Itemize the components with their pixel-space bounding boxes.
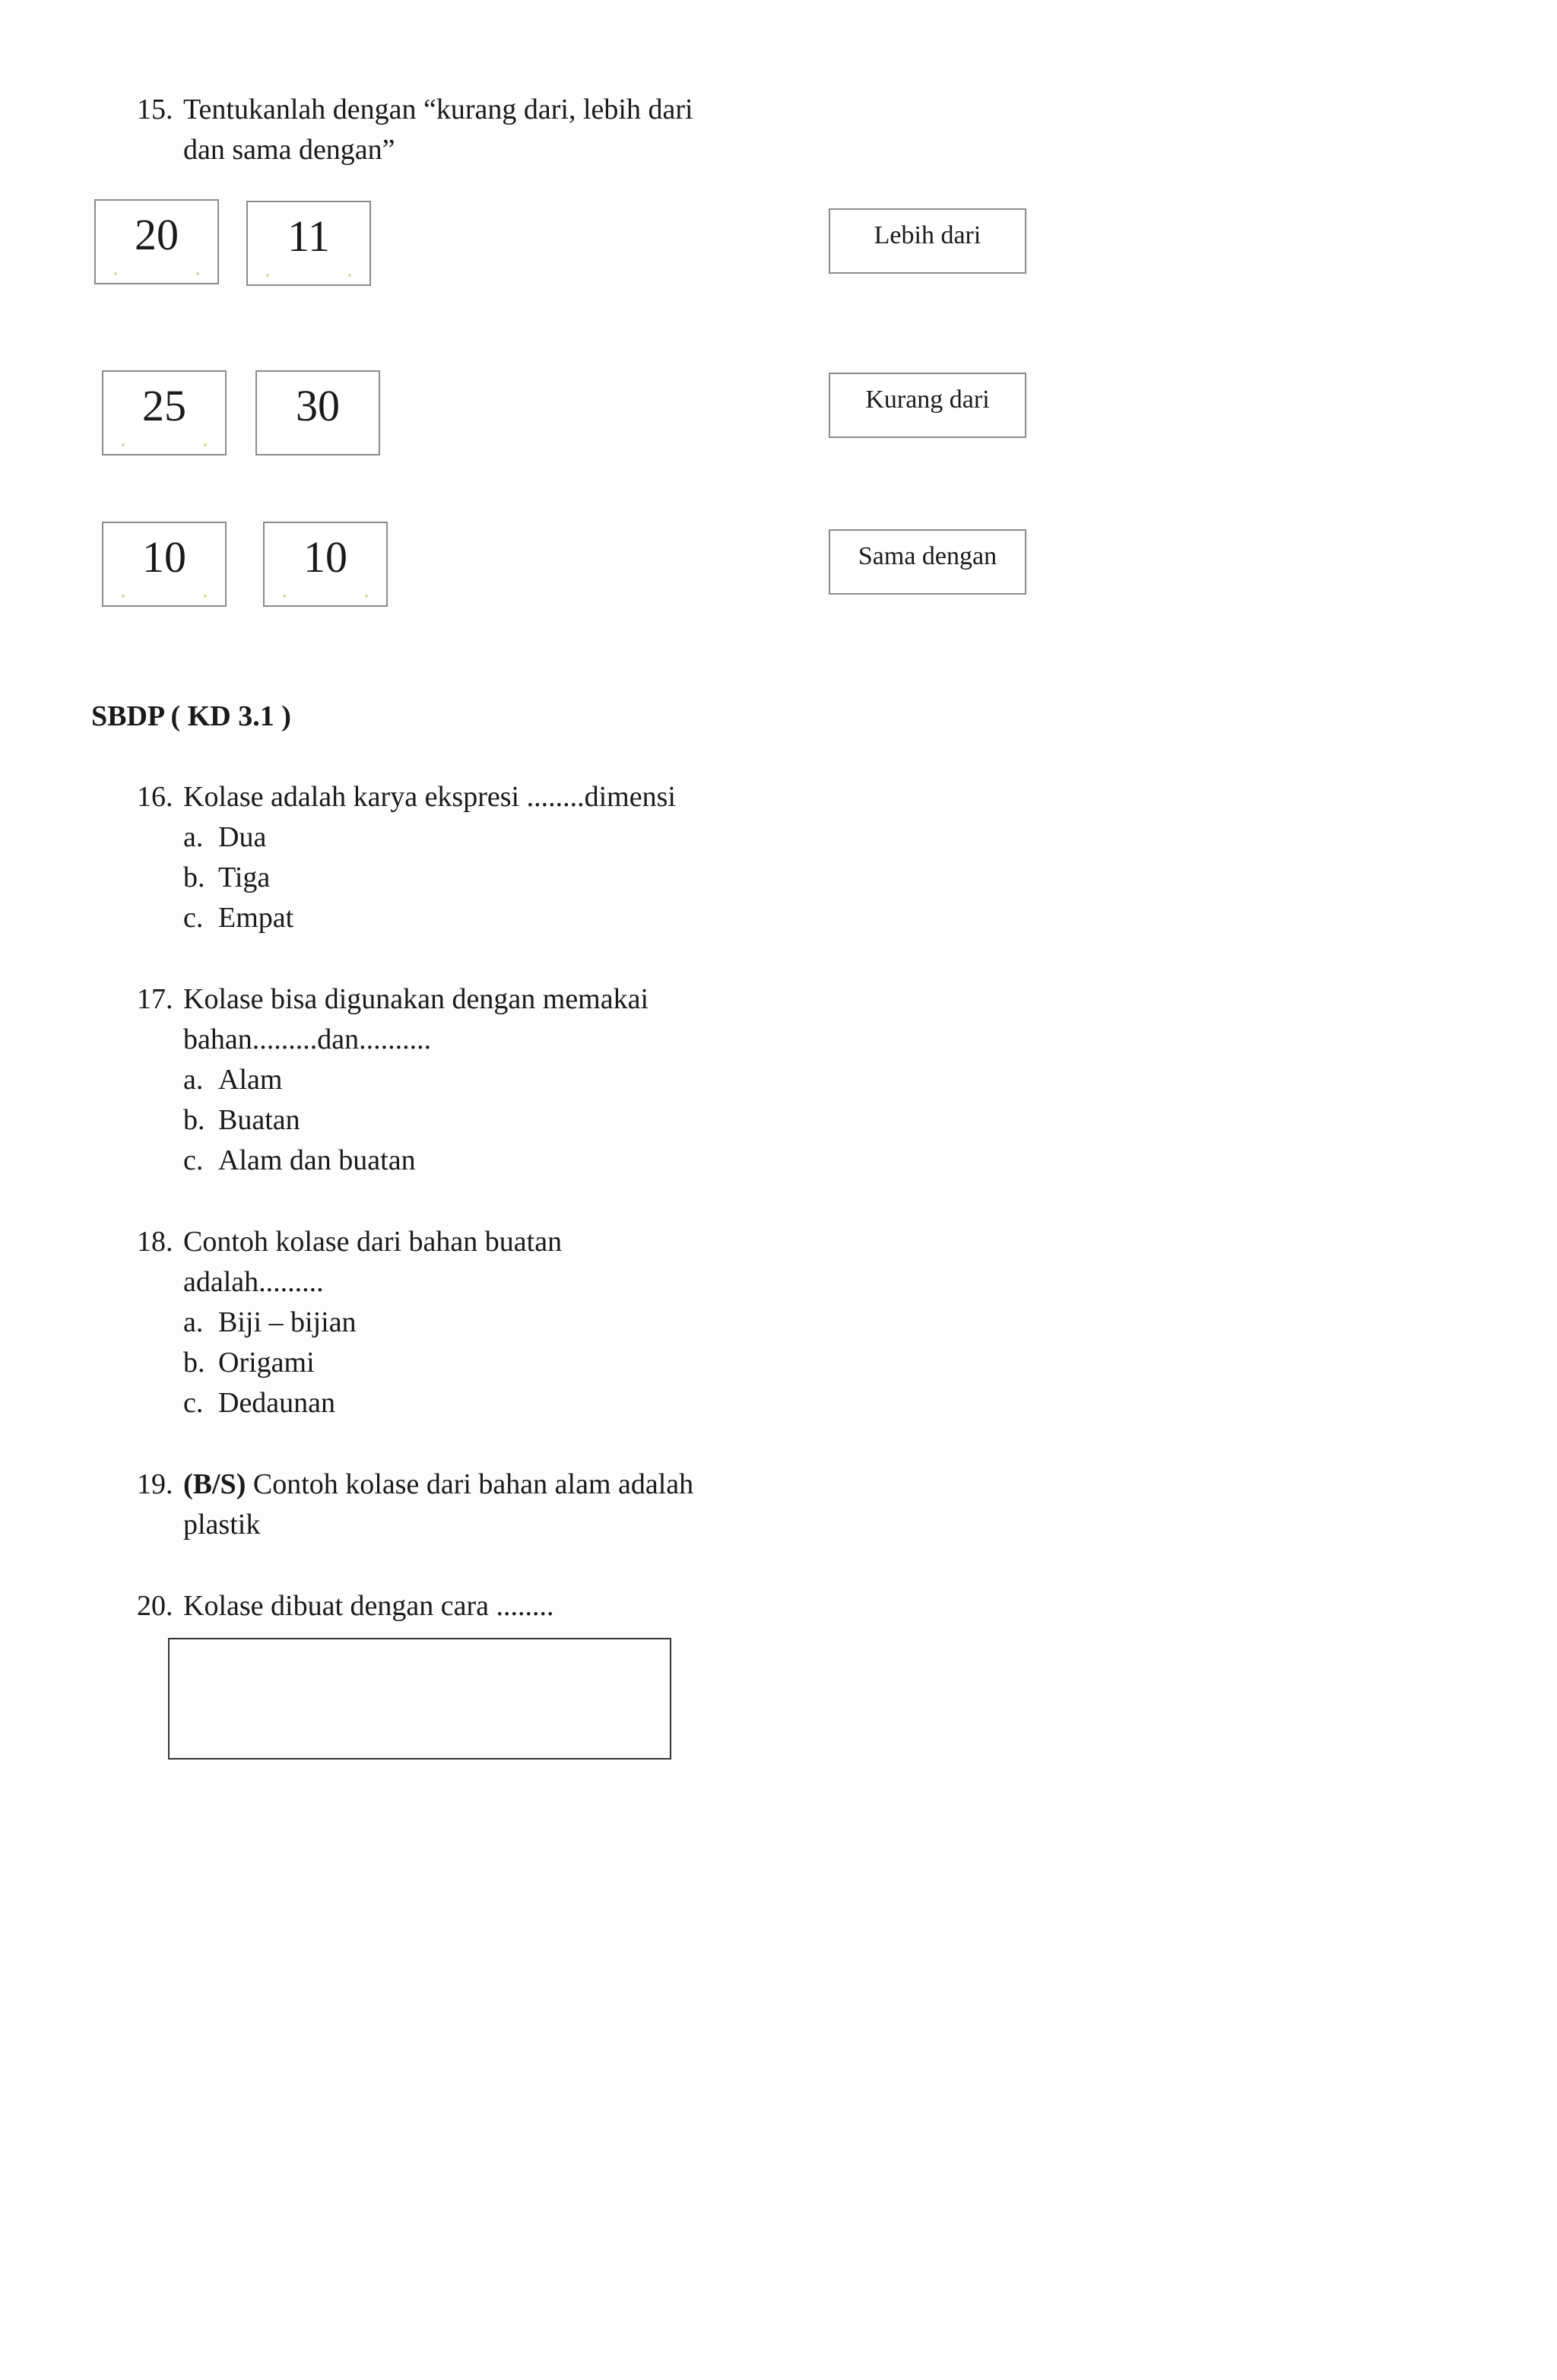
q17-number: 17. <box>137 983 173 1015</box>
number-box <box>255 370 380 455</box>
q18-option-text: Biji – bijian <box>218 1306 357 1338</box>
q17-option-letter: a. <box>183 1064 204 1096</box>
q19-number: 19. <box>137 1468 173 1500</box>
number-value: 20 <box>135 210 179 259</box>
q18-number: 18. <box>137 1226 173 1258</box>
q16-option-letter: a. <box>183 821 204 853</box>
number-value: 10 <box>142 532 186 582</box>
q16-option-letter: b. <box>183 862 205 893</box>
q17-option-letter: c. <box>183 1144 204 1176</box>
q17-text-line1: Kolase bisa digunakan dengan memakai <box>183 983 649 1015</box>
q17-option-text: Buatan <box>218 1104 300 1136</box>
q16-option-letter: c. <box>183 902 204 934</box>
section-title: SBDP ( KD 3.1 ) <box>91 700 291 732</box>
number-box <box>263 522 388 607</box>
q19-text-line2: plastik <box>183 1509 261 1541</box>
q15-text-line2: dan sama dengan” <box>183 134 395 166</box>
number-value: 30 <box>296 381 340 430</box>
q16-option-text: Empat <box>218 902 294 934</box>
q18-text-line1: Contoh kolase dari bahan buatan <box>183 1226 563 1258</box>
q18-option-text: Dedaunan <box>218 1387 336 1419</box>
q16-option-text: Dua <box>218 821 267 853</box>
answer-box[interactable] <box>168 1638 671 1760</box>
comparison-label-box: Sama dengan <box>829 529 1026 595</box>
q16-option-text: Tiga <box>218 862 271 893</box>
number-value: 11 <box>287 211 330 261</box>
q15-text-line1: Tentukanlah dengan “kurang dari, lebih dari <box>183 94 693 125</box>
q17-option-letter: b. <box>183 1104 205 1136</box>
number-box <box>246 201 371 286</box>
q18-text-line2: adalah......... <box>183 1266 324 1298</box>
q18-option-letter: c. <box>183 1387 204 1419</box>
q17-option-text: Alam <box>218 1064 283 1096</box>
q20-text-line1: Kolase dibuat dengan cara ........ <box>183 1590 554 1622</box>
q20-number: 20. <box>137 1590 173 1622</box>
comparison-label-box: Kurang dari <box>829 373 1026 438</box>
comparison-label-box: Lebih dari <box>829 208 1026 274</box>
q18-option-letter: a. <box>183 1306 204 1338</box>
number-value: 10 <box>303 532 347 582</box>
q19-prefix: (B/S) <box>183 1468 246 1500</box>
number-box <box>94 199 219 284</box>
q18-option-text: Origami <box>218 1347 315 1379</box>
q19-text-line1 <box>183 1464 693 1505</box>
q16-number: 16. <box>137 781 173 813</box>
q19-text: Contoh kolase dari bahan alam adalah <box>246 1468 694 1500</box>
q15-number: 15. <box>137 94 173 125</box>
q17-text-line2: bahan.........dan.......... <box>183 1023 432 1055</box>
number-box <box>102 522 227 607</box>
q16-text-line1: Kolase adalah karya ekspresi ........dimensi <box>183 781 676 813</box>
q17-option-text: Alam dan buatan <box>218 1144 416 1176</box>
number-value: 25 <box>142 381 186 430</box>
q18-option-letter: b. <box>183 1347 205 1379</box>
number-box <box>102 370 227 455</box>
